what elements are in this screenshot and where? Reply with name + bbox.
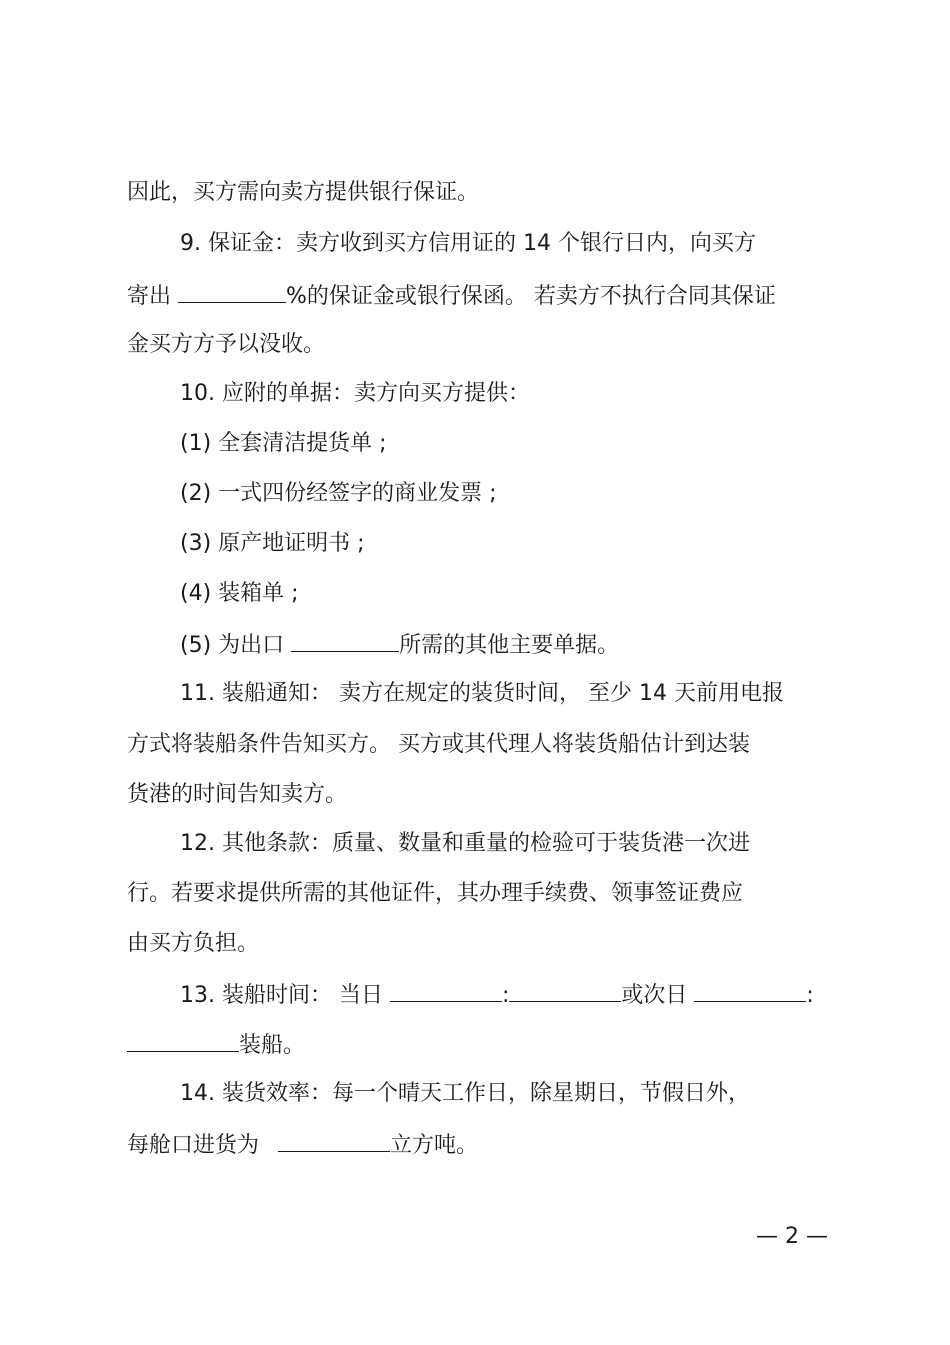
clause-14-line-2: [127, 1129, 478, 1161]
clause-12-line-2: 行。若要求提供所需的其他证件，其办理手续费、领事签证费应: [127, 881, 744, 906]
text-line: 因此，买方需向卖方提供银行保证。: [127, 180, 480, 205]
document-item-5: [180, 629, 619, 661]
text-fragment: %的保证金或银行保函。 若卖方不执行合同其保证: [286, 284, 776, 309]
clause-9-line-2: [127, 280, 776, 312]
clause-13-line-1: [180, 979, 814, 1011]
text-fragment: :: [806, 983, 814, 1008]
clause-10-heading: 10. 应附的单据：卖方向买方提供：: [180, 381, 530, 406]
next-day-minute-blank[interactable]: [127, 1029, 239, 1052]
document-item-4: (4) 装箱单 ;: [180, 581, 299, 606]
text-fragment: (5) 为出口: [180, 633, 285, 658]
next-day-hour-blank[interactable]: [694, 979, 806, 1002]
clause-12-line-3: 由买方负担。: [127, 931, 260, 956]
page-number: — 2 —: [756, 1224, 828, 1249]
text-fragment: 装船。: [239, 1033, 306, 1058]
loading-volume-blank[interactable]: [278, 1129, 390, 1152]
clause-13-line-2: [127, 1029, 305, 1061]
clause-14-line-1: 14. 装货效率：每一个晴天工作日，除星期日，节假日外，: [180, 1081, 750, 1106]
document-item-2: (2) 一式四份经签字的商业发票 ;: [180, 481, 497, 506]
clause-11-line-1: 11. 装船通知： 卖方在规定的装货时间， 至少 14 天前用电报: [180, 681, 784, 706]
deposit-percent-blank[interactable]: [178, 280, 286, 303]
same-day-hour-blank[interactable]: [390, 979, 502, 1002]
text-fragment: 寄出: [127, 284, 172, 309]
text-fragment: 13. 装船时间： 当日: [180, 983, 383, 1008]
text-fragment: 立方吨。: [390, 1133, 479, 1158]
text-fragment: 或次日: [621, 983, 688, 1008]
clause-12-line-1: 12. 其他条款：质量、数量和重量的检验可于装货港一次进: [180, 831, 750, 856]
document-item-1: (1) 全套清洁提货单 ;: [180, 431, 387, 456]
clause-9-line-1: 9. 保证金：卖方收到买方信用证的 14 个银行日内，向买方: [180, 231, 756, 256]
export-destination-blank[interactable]: [291, 629, 399, 652]
clause-11-line-2: 方式将装船条件告知买方。 买方或其代理人将装货船估计到达装: [127, 732, 750, 757]
text-fragment: :: [501, 983, 510, 1008]
document-item-3: (3) 原产地证明书 ;: [180, 531, 365, 556]
clause-9-line-3: 金买方方予以没收。: [127, 332, 326, 357]
text-fragment: 每舱口进货为: [127, 1133, 260, 1158]
clause-11-line-3: 货港的时间告知卖方。: [127, 782, 348, 807]
same-day-minute-blank[interactable]: [509, 979, 621, 1002]
text-fragment: 所需的其他主要单据。: [399, 633, 620, 658]
